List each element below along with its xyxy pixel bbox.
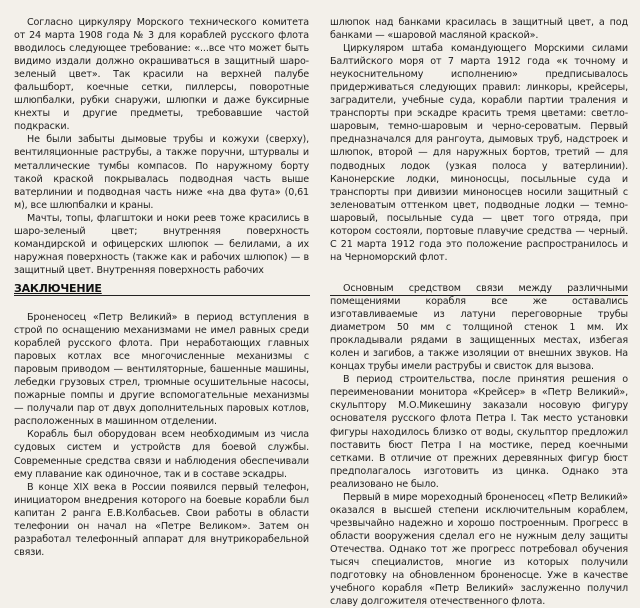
paragraph: Мачты, топы, флагштоки и ноки реев тоже красились в шаро-зеленый цвет; внутренняя поверхность командирской и офицерских шлюпок — белилами, а их наружная поверхность (также как и рабочих шлюпок) — в защитный цвет. Внутренняя поверхность рабочих bbox=[14, 212, 309, 276]
paragraph: Корабль был оборудован всем необходимым из числа судовых систем и устройств для боевой службы. Современные средства связи и наблюдения обеспечивали ему плавание как одиночное, так и в составе эскадры. bbox=[14, 429, 309, 480]
section-heading: ЗАКЛЮЧЕНИЕ bbox=[14, 282, 102, 295]
paragraph: Основным средством связи между различными помещениями корабля все же оставались изготавливаемые из латуни переговорные трубы диаметром 50 мм с толщиной стенок 1 мм. Их прокладывали рядами в защищенных местах, избегая колен и загибов, а также изоляции от внешних звуков. На концах трубы имели раструбы и свисток для вызова. bbox=[330, 283, 628, 373]
lower-left-column bbox=[14, 311, 309, 559]
paragraph: В период строительства, после принятия решения о переименовании монитора «Крейсер» в «Петр Великий», скульптору М.О.Микешину заказали носовую фигуру основателя русского флота Петра I. Так место установки фигуры находилось близко от воды, скульптор предложил поставить бюст Петра I на мостике, перед коечными сетками. В отличие от прежних деревянных фигур бюст предполагалось изготовить из цинка. Однако эта реализовано не было. bbox=[330, 374, 628, 490]
paragraph: В конце XIX века в России появился первый телефон, инициатором внедрения которого на боевые корабли был капитан 2 ранга Е.В.Колбасьев. Свои работы в области телефонии он начал на «Петре Великом». Затем он разработал телефонный аппарат для внутрикорабельной связи. bbox=[14, 481, 309, 558]
heading-rule-left bbox=[14, 295, 310, 296]
paragraph: Циркуляром штаба командующего Морскими силами Балтийского моря от 7 марта 1912 года «к точному и неукоснительному исполнению» предписывалось придерживаться следующих правил: линкоры, крейсеры, заградители, учебные суда, корабли партии траления и транспорты при эскадре красить тремя цветами: светло-шаровым, темно-шаровым и черно-сероватым. Первый предназначался для рангоута, дымовых труб, надстроек и шлюпок, второй — для наружных бортов, третий — для подводных лодок (узкая полоса у ватерлинии). Канонерские лодки, миноносцы, посыльные суда и транспорты при дивизии миноносцев носили защитный с зеленоватым оттенком цвет, подводные лодки — темно-шаровый, посыльные суда — цвет того отряда, при котором состояли, портовые плавучие средства — черный. С 21 марта 1912 года это положение распространилось и на Черноморский флот. bbox=[330, 43, 628, 263]
paragraph: Не были забыты дымовые трубы и кожухи (сверху), вентиляционные раструбы, а также поручни, штурвалы и металлические тумбы компасов. По наружному борту такой краской покрывалась подводная часть выше ватерлинии и подводная часть ниже «на два фута» (0,61 м), все шлюпбалки и краны. bbox=[14, 134, 309, 211]
lower-right-column bbox=[330, 282, 628, 608]
upper-right-column bbox=[330, 16, 628, 264]
paragraph: Броненосец «Петр Великий» в период вступления в строй по оснащению механизмами не имел равных среди кораблей русского флота. При неработающих главных паровых котлах все многочисленные механизмы с паровым приводом — вентиляторные, башенные машины, лебедки грузовых стрел, трюмные осушительные насосы, пожарные помпы и другие вспомогательные механизмы — получали пар от двух дополнительных паровых котлов, расположенных в машинном отделении. bbox=[14, 312, 309, 428]
paragraph: Согласно циркуляру Морского технического комитета от 24 марта 1908 года № 3 для кораблей русского флота вводилось следующее требование: «...все что может быть видимо издали должно окрашиваться в защитный шаро-зеленый цвет». Так красили на верхней палубе фальшборт, коечные сетки, пиллерсы, поворотные шлюпбалки, рубки снаружи, шлюпки и даже буксирные кнехты и другие предметы, требовавшие частой подкраски. bbox=[14, 17, 309, 133]
paragraph: Первый в мире мореходный броненосец «Петр Великий» оказался в высшей степени исключительным кораблем, чрезвычайно надежно и хорошо построенным. Прогресс в области вооружения сделал его не нужным делу защиты Отечества. Однако тот же прогресс потребовал обучения тысяч специалистов, многие из которых получили подготовку на обновленном броненосце. Уже в качестве учебного корабля «Петр Великий» заслуженно получил славу долгожителя отечественного флота. bbox=[330, 491, 628, 608]
paragraph: шлюпок над банками красилась в защитный цвет, а под банками — «шаровой масляной краской». bbox=[330, 17, 628, 42]
upper-left-column bbox=[14, 16, 309, 277]
